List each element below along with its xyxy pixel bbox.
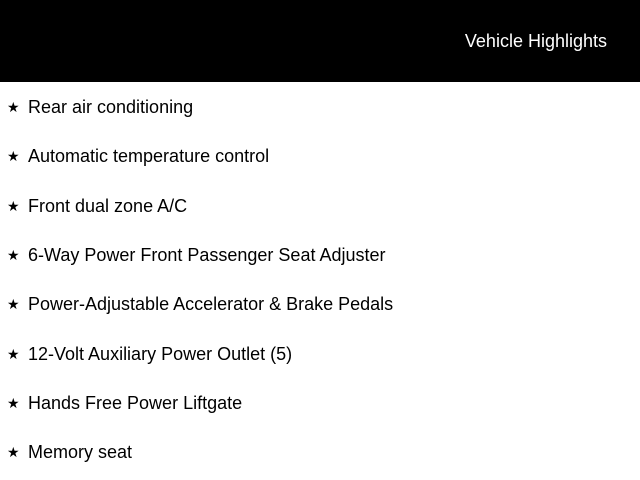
star-icon: ★ (7, 395, 20, 411)
list-item (0, 392, 640, 416)
highlight-label: 12-Volt Auxiliary Power Outlet (5) (28, 344, 293, 364)
star-icon: ★ (7, 198, 20, 214)
star-icon: ★ (7, 99, 20, 115)
list-item (0, 145, 640, 169)
highlight-label: Automatic temperature control (28, 146, 270, 166)
highlight-label: Rear air conditioning (28, 97, 194, 117)
star-icon: ★ (7, 346, 20, 362)
star-icon: ★ (7, 444, 20, 460)
list-item (0, 441, 640, 465)
list-item (0, 343, 640, 367)
highlight-label: Power-Adjustable Accelerator & Brake Pedals (28, 294, 394, 314)
star-icon: ★ (7, 247, 20, 263)
page-title: Vehicle Highlights (464, 31, 607, 51)
star-icon: ★ (7, 148, 20, 164)
highlight-label: 6-Way Power Front Passenger Seat Adjuster (28, 245, 386, 265)
list-item (0, 96, 640, 120)
star-icon: ★ (7, 296, 20, 312)
header-bar (0, 0, 640, 82)
list-item (0, 244, 640, 268)
highlight-label: Front dual zone A/C (28, 196, 188, 216)
highlight-label: Hands Free Power Liftgate (28, 393, 243, 413)
highlight-label: Memory seat (28, 442, 133, 462)
list-item (0, 293, 640, 317)
list-item (0, 195, 640, 219)
